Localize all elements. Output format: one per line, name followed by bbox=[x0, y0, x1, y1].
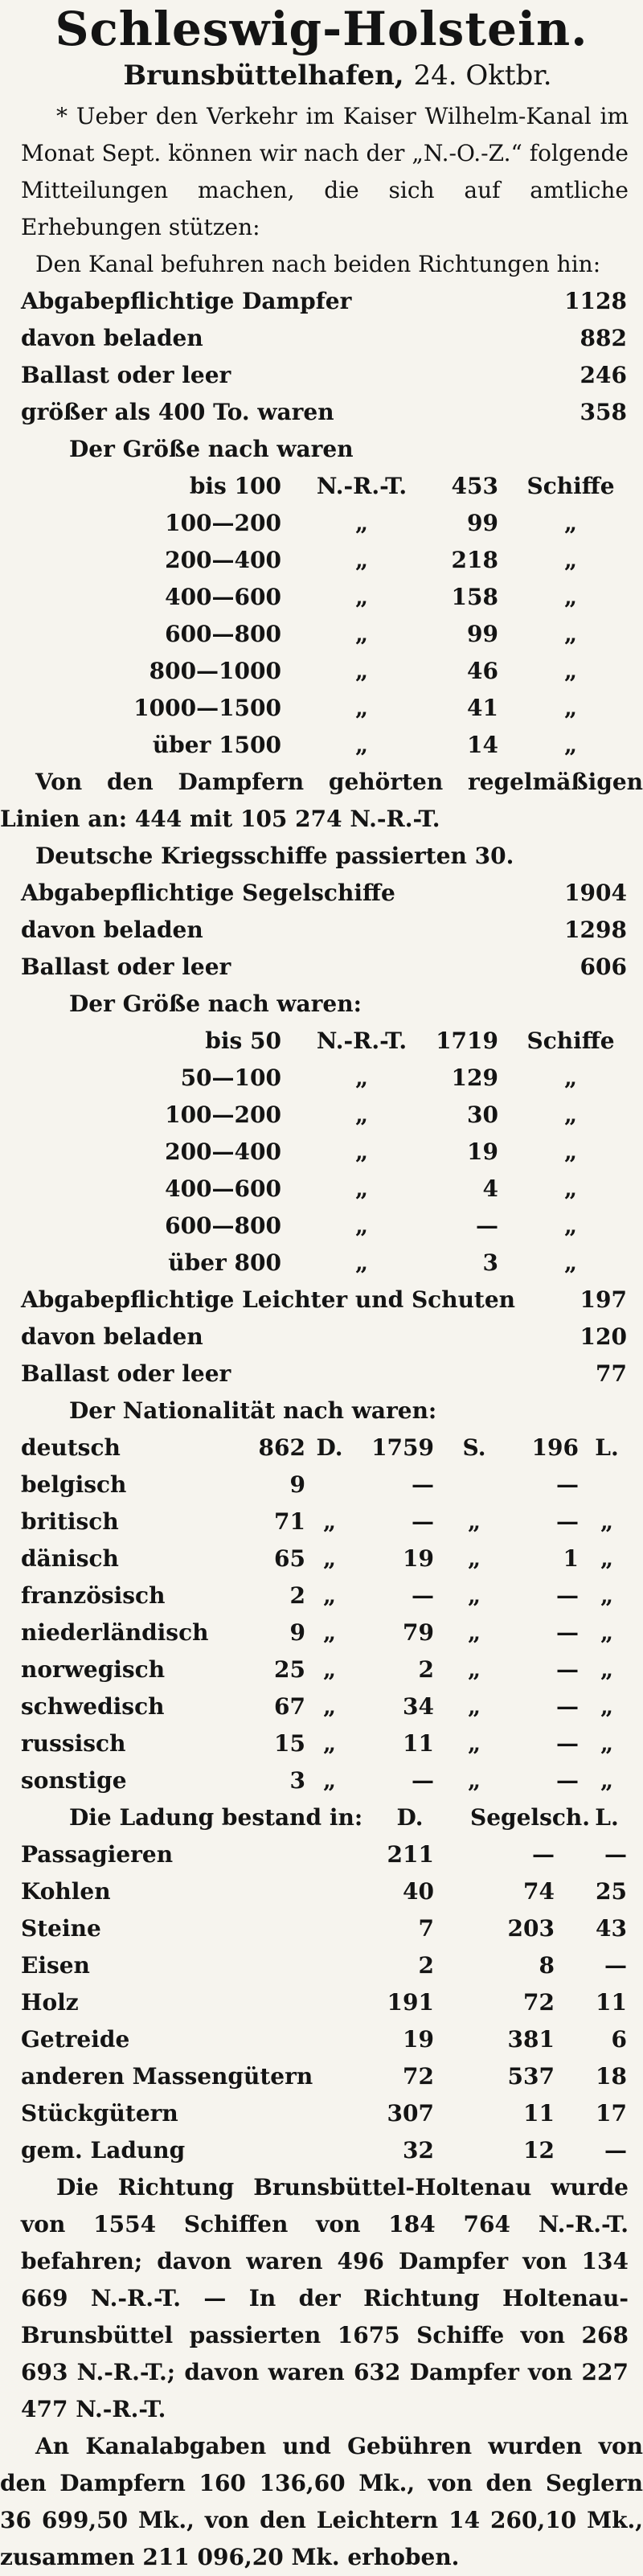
ship-noun: „ bbox=[563, 695, 578, 721]
cargo-row bbox=[0, 2095, 643, 2132]
steamer-row-value: 882 bbox=[580, 325, 627, 351]
ship-noun: „ bbox=[563, 658, 578, 684]
size-range: 1000—1500 bbox=[133, 695, 281, 721]
ship-count: 99 bbox=[467, 621, 498, 647]
steamer-count: 67 bbox=[274, 1693, 305, 1720]
cargo-col-sailing: Segelsch. bbox=[470, 1804, 590, 1831]
cargo-header-row bbox=[0, 1799, 643, 1836]
sailing-unit: „ bbox=[467, 1693, 481, 1720]
cargo-col-lighters: L. bbox=[595, 1804, 619, 1831]
sailing-size-row bbox=[0, 1134, 643, 1171]
size-range: 100—200 bbox=[165, 1101, 281, 1128]
ship-noun: „ bbox=[563, 1249, 578, 1276]
sailing-row bbox=[0, 949, 643, 986]
cargo-steamers: 40 bbox=[403, 1878, 434, 1905]
steamer-row-value: 1128 bbox=[564, 288, 627, 314]
ship-count: — bbox=[476, 1212, 498, 1239]
nationality-name: belgisch bbox=[21, 1471, 127, 1498]
steamer-count: 3 bbox=[289, 1767, 305, 1794]
steamer-count: 25 bbox=[274, 1656, 305, 1683]
sailing-row-label: Ballast oder leer bbox=[21, 954, 231, 980]
cargo-row bbox=[0, 2058, 643, 2095]
ship-noun: „ bbox=[563, 1175, 578, 1202]
lighter-unit: „ bbox=[600, 1693, 614, 1720]
cargo-steamers: 2 bbox=[418, 1952, 434, 1979]
size-range: 200—400 bbox=[165, 547, 281, 573]
steamer-row bbox=[0, 357, 643, 394]
lighter-row bbox=[0, 1356, 643, 1393]
nationality-row bbox=[0, 1688, 643, 1725]
size-unit: „ bbox=[354, 510, 369, 536]
ship-count: 3 bbox=[482, 1249, 498, 1276]
ship-noun: „ bbox=[563, 621, 578, 647]
size-unit: „ bbox=[354, 732, 369, 758]
size-range: 600—800 bbox=[165, 621, 281, 647]
sailing-size-row bbox=[0, 1208, 643, 1245]
steamer-row bbox=[0, 283, 643, 320]
nationality-heading: Der Nationalität nach waren: bbox=[69, 1397, 437, 1424]
steamer-count: 9 bbox=[289, 1619, 305, 1646]
sailing-unit: „ bbox=[467, 1656, 481, 1683]
size-unit: „ bbox=[354, 584, 369, 610]
cargo-row bbox=[0, 2132, 643, 2169]
nationality-name: russisch bbox=[21, 1730, 126, 1757]
lighter-row-label: davon beladen bbox=[21, 1323, 203, 1350]
ship-count: 19 bbox=[467, 1138, 498, 1165]
lighter-row-value: 120 bbox=[580, 1323, 627, 1350]
ship-noun: „ bbox=[563, 1212, 578, 1239]
steamer-unit: „ bbox=[322, 1508, 337, 1535]
steamer-count: 2 bbox=[289, 1582, 305, 1609]
nationality-name: niederländisch bbox=[21, 1619, 209, 1646]
cargo-lighters: 11 bbox=[596, 1989, 627, 2016]
nationality-name: norwegisch bbox=[21, 1656, 166, 1683]
steamer-row-label: davon beladen bbox=[21, 325, 203, 351]
cargo-row bbox=[0, 1984, 643, 2021]
sailing-unit: „ bbox=[467, 1730, 481, 1757]
nationality-row bbox=[0, 1430, 643, 1466]
nationality-name: sonstige bbox=[21, 1767, 127, 1794]
cargo-name: Getreide bbox=[21, 2026, 130, 2053]
lighter-row-value: 197 bbox=[580, 1286, 627, 1313]
sailing-unit: „ bbox=[467, 1767, 481, 1794]
size-range: 400—600 bbox=[165, 1175, 281, 1202]
ship-noun: „ bbox=[563, 1101, 578, 1128]
size-unit: „ bbox=[354, 547, 369, 573]
cargo-row bbox=[0, 1947, 643, 1984]
steamer-unit: D. bbox=[316, 1434, 343, 1461]
nationality-name: britisch bbox=[21, 1508, 119, 1535]
cargo-name: anderen Massengütern bbox=[21, 2063, 313, 2090]
size-unit: „ bbox=[354, 1249, 369, 1276]
nationality-row bbox=[0, 1577, 643, 1614]
lighter-count: — bbox=[556, 1619, 579, 1646]
cargo-row bbox=[0, 1873, 643, 1910]
cargo-steamers: 7 bbox=[418, 1915, 434, 1942]
cargo-steamers: 19 bbox=[403, 2026, 434, 2053]
sailing-count: 11 bbox=[403, 1730, 434, 1757]
ship-count: 158 bbox=[451, 584, 498, 610]
size-unit: „ bbox=[354, 1138, 369, 1165]
both-directions-text: Den Kanal befuhren nach beiden Richtungen hin: bbox=[35, 251, 601, 277]
steamer-unit: „ bbox=[322, 1767, 337, 1794]
cargo-lighters: 43 bbox=[596, 1915, 627, 1942]
size-heading: Der Größe nach waren bbox=[69, 436, 354, 462]
cargo-sailing: 381 bbox=[507, 2026, 555, 2053]
sailing-unit: S. bbox=[462, 1434, 486, 1461]
direction-paragraph: Die Richtung Brunsbüttel-Holtenau wurde von 1554 Schiffen von 184 764 N.-R.-T. befahren; davon waren 496 Dampfer von 134 669 N.-R.-T. — In der Richtung Holtenau-Brunsbüttel passierten 1675 Schiffe von 268 693 N.-R.-T.; davon waren 632 Dampfer von 227 477 N.-R.-T. bbox=[21, 2174, 629, 2422]
ship-count: 1719 bbox=[436, 1028, 498, 1054]
lighter-count: 196 bbox=[531, 1434, 579, 1461]
dateline-date: 24. Oktbr. bbox=[413, 59, 552, 92]
cargo-lighters: — bbox=[604, 1841, 627, 1868]
cargo-steamers: 32 bbox=[403, 2137, 434, 2164]
steamer-unit: „ bbox=[322, 1582, 337, 1609]
cargo-steamers: 211 bbox=[387, 1841, 434, 1868]
steamer-size-row bbox=[0, 727, 643, 764]
ship-count: 453 bbox=[451, 473, 498, 499]
cargo-sailing: 12 bbox=[523, 2137, 555, 2164]
sailing-size-row bbox=[0, 1023, 643, 1060]
cargo-lighters: 6 bbox=[611, 2026, 627, 2053]
sailing-size-row bbox=[0, 1097, 643, 1134]
cargo-col-steamers: D. bbox=[396, 1804, 424, 1831]
steamer-size-row bbox=[0, 542, 643, 579]
nationality-row bbox=[0, 1762, 643, 1799]
regular-lines-text: Von den Dampfern gehörten regelmäßigen Linien an: 444 mit 105 274 N.-R.-T. bbox=[0, 769, 643, 832]
size-range: 100—200 bbox=[165, 510, 281, 536]
steamer-row-value: 358 bbox=[580, 399, 627, 425]
lighter-unit: „ bbox=[600, 1767, 614, 1794]
steamer-size-row bbox=[0, 579, 643, 616]
ship-count: 99 bbox=[467, 510, 498, 536]
cargo-sailing: 203 bbox=[507, 1915, 555, 1942]
cargo-row bbox=[0, 2021, 643, 2058]
sailing-unit: „ bbox=[467, 1619, 481, 1646]
nationality-name: französisch bbox=[21, 1582, 166, 1609]
ship-noun: „ bbox=[563, 584, 578, 610]
steamer-row-label: Abgabepflichtige Dampfer bbox=[21, 288, 352, 314]
lighter-unit: „ bbox=[600, 1582, 614, 1609]
size-unit: „ bbox=[354, 1101, 369, 1128]
steamer-unit: „ bbox=[322, 1545, 337, 1572]
ship-count: 129 bbox=[451, 1064, 498, 1091]
nationality-row bbox=[0, 1614, 643, 1651]
cargo-lighters: 18 bbox=[596, 2063, 627, 2090]
ship-count: 30 bbox=[467, 1101, 498, 1128]
size-unit: N.-R.-T. bbox=[316, 473, 408, 499]
lighter-unit: „ bbox=[600, 1730, 614, 1757]
lighter-count: — bbox=[556, 1582, 579, 1609]
lighter-count: — bbox=[556, 1656, 579, 1683]
steamer-count: 862 bbox=[258, 1434, 305, 1461]
steamer-unit: „ bbox=[322, 1730, 337, 1757]
cargo-sailing: 537 bbox=[507, 2063, 555, 2090]
cargo-table bbox=[0, 1836, 643, 2169]
cargo-sailing: 11 bbox=[523, 2100, 555, 2127]
sailing-count: 34 bbox=[403, 1693, 434, 1720]
sailing-count: — bbox=[412, 1508, 434, 1535]
cargo-lighters: 17 bbox=[596, 2100, 627, 2127]
steamer-count: 15 bbox=[274, 1730, 305, 1757]
sailing-row-label: davon beladen bbox=[21, 917, 203, 943]
steamer-size-table bbox=[0, 468, 643, 764]
steamer-row-label: größer als 400 To. waren bbox=[21, 399, 334, 425]
sailing-size-table bbox=[0, 1023, 643, 1282]
fees-paragraph: An Kanalabgaben und Gebühren wurden von den Dampfern 160 136,60 Mk., von den Seglern 36 699,50 Mk., von den Leichtern 14 260,10 Mk., zusammen 211 096,20 Mk. erhoben. bbox=[0, 2433, 643, 2570]
cargo-row bbox=[0, 1910, 643, 1947]
steamer-count: 65 bbox=[274, 1545, 305, 1572]
cargo-name: Stückgütern bbox=[21, 2100, 178, 2127]
size-range: 50—100 bbox=[180, 1064, 281, 1091]
cargo-name: Passagieren bbox=[21, 1841, 174, 1868]
nationality-row bbox=[0, 1540, 643, 1577]
cargo-name: Eisen bbox=[21, 1952, 90, 1979]
intro-paragraph: * Ueber den Verkehr im Kaiser Wilhelm-Kanal im Monat Sept. können wir nach der „N.-O.-Z.“ folgende Mitteilungen machen, die sich auf amtliche Erhebungen stützen: bbox=[21, 103, 629, 240]
nationality-row bbox=[0, 1466, 643, 1503]
ship-noun: Schiffe bbox=[526, 1028, 615, 1054]
sailing-unit: „ bbox=[467, 1508, 481, 1535]
cargo-steamers: 72 bbox=[403, 2063, 434, 2090]
steamer-count: 71 bbox=[274, 1508, 305, 1535]
size-range: 400—600 bbox=[165, 584, 281, 610]
cargo-name: Steine bbox=[21, 1915, 101, 1942]
size-unit: „ bbox=[354, 621, 369, 647]
lighter-count: — bbox=[556, 1471, 579, 1498]
cargo-lighters: — bbox=[604, 1952, 627, 1979]
article-title: Schleswig-Holstein. bbox=[55, 2, 588, 56]
size-range: 200—400 bbox=[165, 1138, 281, 1165]
steamer-unit: „ bbox=[322, 1656, 337, 1683]
size-range: bis 100 bbox=[189, 473, 281, 499]
cargo-sailing: 72 bbox=[523, 1989, 555, 2016]
steamer-size-row bbox=[0, 616, 643, 653]
cargo-steamers: 307 bbox=[387, 2100, 434, 2127]
nationality-name: schwedisch bbox=[21, 1693, 165, 1720]
sailing-size-row bbox=[0, 1060, 643, 1097]
ship-noun: „ bbox=[563, 732, 578, 758]
steamer-row bbox=[0, 394, 643, 431]
sailing-row-value: 1298 bbox=[564, 917, 627, 943]
steamer-size-row bbox=[0, 468, 643, 505]
dateline-place: Brunsbüttelhafen, bbox=[123, 59, 404, 92]
ship-noun: „ bbox=[563, 510, 578, 536]
steamer-totals bbox=[0, 283, 643, 431]
lighter-totals bbox=[0, 1282, 643, 1393]
sailing-count: — bbox=[412, 1471, 434, 1498]
size-range: 600—800 bbox=[165, 1212, 281, 1239]
cargo-lighters: — bbox=[604, 2137, 627, 2164]
sailing-size-row bbox=[0, 1245, 643, 1282]
size-heading-2: Der Größe nach waren: bbox=[69, 991, 362, 1017]
size-unit: „ bbox=[354, 658, 369, 684]
lighter-count: — bbox=[556, 1767, 579, 1794]
nationality-name: dänisch bbox=[21, 1545, 119, 1572]
lighter-count: 1 bbox=[563, 1545, 579, 1572]
sailing-row-value: 606 bbox=[580, 954, 627, 980]
lighter-count: — bbox=[556, 1693, 579, 1720]
lighter-unit: „ bbox=[600, 1508, 614, 1535]
size-range: 800—1000 bbox=[149, 658, 281, 684]
sailing-count: — bbox=[412, 1767, 434, 1794]
sailing-count: 79 bbox=[403, 1619, 434, 1646]
sailing-count: — bbox=[412, 1582, 434, 1609]
steamer-size-row bbox=[0, 690, 643, 727]
steamer-size-row bbox=[0, 505, 643, 542]
cargo-sailing: 74 bbox=[523, 1878, 555, 1905]
ship-noun: „ bbox=[563, 547, 578, 573]
size-unit: „ bbox=[354, 1064, 369, 1091]
size-range: bis 50 bbox=[205, 1028, 281, 1054]
sailing-unit: „ bbox=[467, 1582, 481, 1609]
sailing-unit: „ bbox=[467, 1545, 481, 1572]
size-unit: „ bbox=[354, 695, 369, 721]
lighter-unit: „ bbox=[600, 1656, 614, 1683]
nationality-name: deutsch bbox=[21, 1434, 121, 1461]
sailing-row-value: 1904 bbox=[564, 880, 627, 906]
ship-count: 41 bbox=[467, 695, 498, 721]
cargo-heading: Die Ladung bestand in: bbox=[69, 1804, 363, 1831]
sailing-size-row bbox=[0, 1171, 643, 1208]
lighter-count: — bbox=[556, 1730, 579, 1757]
warships-text: Deutsche Kriegsschiffe passierten 30. bbox=[35, 843, 514, 869]
cargo-lighters: 25 bbox=[596, 1878, 627, 1905]
cargo-name: Kohlen bbox=[21, 1878, 111, 1905]
steamer-row-label: Ballast oder leer bbox=[21, 362, 231, 388]
sailing-row bbox=[0, 912, 643, 949]
ship-count: 14 bbox=[467, 732, 498, 758]
lighter-unit: „ bbox=[600, 1619, 614, 1646]
dateline bbox=[32, 56, 643, 95]
lighter-count: — bbox=[556, 1508, 579, 1535]
steamer-row bbox=[0, 320, 643, 357]
size-unit: N.-R.-T. bbox=[316, 1028, 408, 1054]
sailing-totals bbox=[0, 875, 643, 986]
cargo-steamers: 191 bbox=[387, 1989, 434, 2016]
lighter-unit: „ bbox=[600, 1545, 614, 1572]
sailing-row bbox=[0, 875, 643, 912]
ship-noun: „ bbox=[563, 1064, 578, 1091]
steamer-row-value: 246 bbox=[580, 362, 627, 388]
ship-count: 4 bbox=[482, 1175, 498, 1202]
sailing-count: 19 bbox=[403, 1545, 434, 1572]
ship-count: 46 bbox=[467, 658, 498, 684]
steamer-unit: „ bbox=[322, 1619, 337, 1646]
cargo-sailing: 8 bbox=[539, 1952, 555, 1979]
steamer-size-row bbox=[0, 653, 643, 690]
sailing-row-label: Abgabepflichtige Segelschiffe bbox=[21, 880, 395, 906]
lighter-row-value: 77 bbox=[596, 1360, 627, 1387]
ship-noun: „ bbox=[563, 1138, 578, 1165]
lighter-row-label: Ballast oder leer bbox=[21, 1360, 231, 1387]
nationality-table bbox=[0, 1430, 643, 1799]
sailing-count: 2 bbox=[418, 1656, 434, 1683]
lighter-row bbox=[0, 1319, 643, 1356]
nationality-row bbox=[0, 1503, 643, 1540]
ship-noun: Schiffe bbox=[526, 473, 615, 499]
lighter-row bbox=[0, 1282, 643, 1319]
ship-count: 218 bbox=[451, 547, 498, 573]
nationality-row bbox=[0, 1725, 643, 1762]
size-range: über 1500 bbox=[152, 732, 281, 758]
size-unit: „ bbox=[354, 1212, 369, 1239]
sailing-count: 1759 bbox=[371, 1434, 434, 1461]
cargo-sailing: — bbox=[532, 1841, 555, 1868]
steamer-unit: „ bbox=[322, 1693, 337, 1720]
cargo-name: Holz bbox=[21, 1989, 79, 2016]
lighter-unit: L. bbox=[595, 1434, 619, 1461]
cargo-row bbox=[0, 1836, 643, 1873]
size-unit: „ bbox=[354, 1175, 369, 1202]
cargo-name: gem. Ladung bbox=[21, 2137, 186, 2164]
lighter-row-label: Abgabepflichtige Leichter und Schuten bbox=[21, 1286, 516, 1313]
nationality-row bbox=[0, 1651, 643, 1688]
steamer-count: 9 bbox=[289, 1471, 305, 1498]
size-range: über 800 bbox=[168, 1249, 281, 1276]
